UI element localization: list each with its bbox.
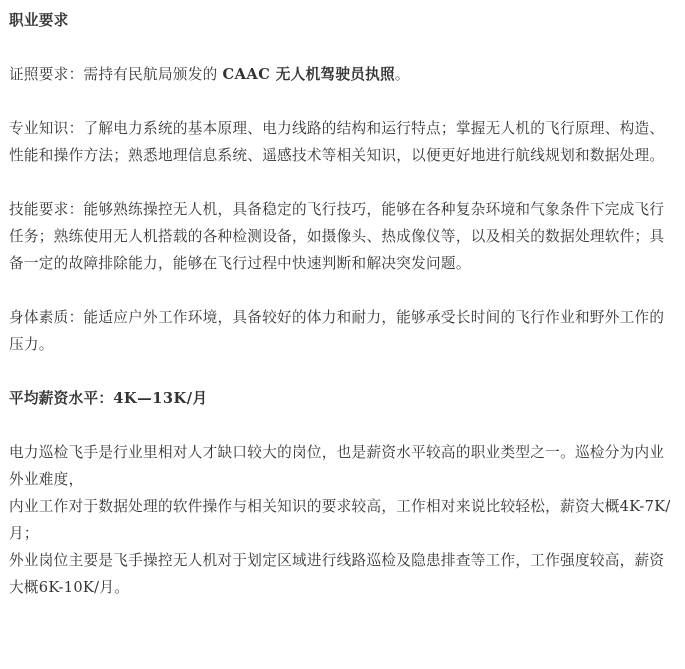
certificate-caac: CAAC [222,66,271,83]
salary-heading-value: 4K—13K/月 [113,390,208,407]
skill-requirement-paragraph: 技能要求：能够熟练操控无人机，具备稳定的飞行技巧，能够在各种复杂环境和气象条件下完成飞行任务；熟练使用无人机搭载的各种检测设备，如摄像头、热成像仪等，以及相关的数据处理软件；具备一定的故障排除能力，能够在飞行过程中快速判断和解决突发问题。 [9,201,665,272]
paragraph-gap [9,34,679,61]
paragraph-gap [9,88,679,115]
certificate-requirement-paragraph [9,61,679,88]
salary-description-paragraph [9,439,679,601]
salary-line-2-text: 内业工作对于数据处理的软件操作与相关知识的要求较高，工作相对来说比较轻松，薪资大概 [9,498,620,515]
paragraph-gap [9,169,679,196]
paragraph-gap [9,358,679,385]
salary-line-2-value: 4K-7K/月 [9,498,671,542]
certificate-end: 。 [394,66,410,83]
salary-line-2-end: ； [23,525,39,542]
salary-line-3-text: 外业岗位主要是飞手操控无人机对于划定区域进行线路巡检及隐患排查等工作，工作强度较高，薪资大概 [9,552,665,596]
paragraph-gap [9,277,679,304]
salary-line-3-value: 6K-10K/月 [38,579,115,596]
section-heading-job-requirements: 职业要求 [9,12,69,29]
paragraph-gap [9,412,679,439]
physical-requirement-paragraph: 身体素质：能适应户外工作环境，具备较好的体力和耐力，能够承受长时间的飞行作业和野外工作的压力。 [9,309,665,353]
certificate-text: 需持有民航局颁发的 [83,66,223,83]
certificate-license-name: 无人机驾驶员执照 [270,66,395,83]
salary-heading-label: 平均薪资水平： [9,390,114,407]
knowledge-requirement-paragraph: 专业知识：了解电力系统的基本原理、电力线路的结构和运行特点；掌握无人机的飞行原理、构造、性能和操作方法；熟悉地理信息系统、遥感技术等相关知识，以便更好地进行航线规划和数据处理。 [9,120,665,164]
salary-line-1: 电力巡检飞手是行业里相对人才缺口较大的岗位，也是薪资水平较高的职业类型之一。巡检分为内业外业难度， [9,444,665,488]
certificate-label: 证照要求： [9,66,84,83]
salary-heading [9,385,679,412]
salary-line-3-end: 。 [114,579,130,596]
